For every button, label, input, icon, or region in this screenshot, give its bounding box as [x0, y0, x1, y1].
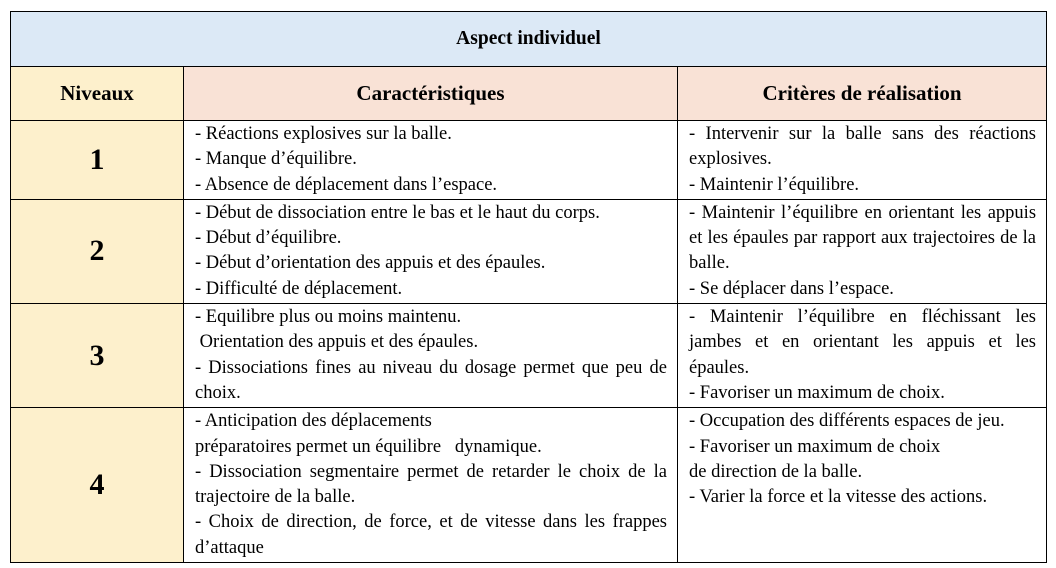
cell-line: - Favoriser un maximum de choix.: [689, 382, 945, 403]
cell-line: - Maintenir l’équilibre en orientant les appuis et les épaules par rapport aux trajectoires de la balle.: [689, 202, 1041, 274]
cell-line: de direction de la balle.: [689, 461, 863, 482]
cell-line: - Dissociation segmentaire permet de retarder le choix de la trajectoire de la balle.: [195, 461, 672, 508]
criteria-cell: [678, 199, 1047, 303]
table-header-row: [11, 67, 1047, 121]
cell-line: - Manque d’équilibre.: [195, 149, 357, 170]
table-row: [11, 304, 1047, 408]
cell-line: - Equilibre plus ou moins maintenu.: [195, 307, 462, 328]
level-cell: 4: [11, 408, 184, 563]
cell-line: - Favoriser un maximum de choix: [689, 436, 941, 457]
cell-line: - Début d’orientation des appuis et des épaules.: [195, 253, 546, 274]
level-cell: 3: [11, 304, 184, 408]
level-cell: 2: [11, 199, 184, 303]
cell-line: préparatoires permet un équilibre dynamique.: [195, 436, 542, 457]
table-title: Aspect individuel: [11, 12, 1047, 67]
criteria-cell: [678, 408, 1047, 563]
cell-line: - Absence de déplacement dans l’espace.: [195, 174, 498, 195]
criteria-cell: [678, 304, 1047, 408]
assessment-table: [10, 11, 1047, 563]
cell-line: - Difficulté de déplacement.: [195, 278, 403, 299]
column-header-levels: Niveaux: [11, 67, 184, 121]
document-page: [10, 11, 1046, 563]
characteristics-cell: [184, 304, 678, 408]
level-cell: 1: [11, 121, 184, 200]
cell-line: - Réactions explosives sur la balle.: [195, 124, 452, 144]
cell-line: - Varier la force et la vitesse des actions.: [689, 487, 988, 508]
cell-line: - Dissociations fines au niveau du dosage permet que peu de choix.: [195, 357, 672, 403]
cell-line: - Début de dissociation entre le bas et le haut du corps.: [195, 202, 600, 223]
cell-line: - Anticipation des déplacements: [195, 411, 432, 432]
cell-line: - Maintenir l’équilibre.: [689, 174, 860, 195]
table-row: [11, 199, 1047, 303]
characteristics-cell: [184, 121, 678, 200]
cell-line: - Se déplacer dans l’espace.: [689, 278, 894, 299]
characteristics-cell: [184, 408, 678, 563]
column-header-criteria: Critères de réalisation: [678, 67, 1047, 121]
characteristics-cell: [184, 199, 678, 303]
cell-line: - Intervenir sur la balle sans des réactions explosives.: [689, 124, 1041, 170]
table-row: [11, 121, 1047, 200]
cell-line: - Maintenir l’équilibre en fléchissant les jambes et en orientant les appuis et les épaules.: [689, 307, 1041, 378]
cell-line: - Occupation des différents espaces de jeu.: [689, 411, 1005, 432]
table-title-row: [11, 12, 1047, 67]
cell-line: - Choix de direction, de force, et de vitesse dans les frappes d’attaque: [195, 512, 672, 558]
cell-line: - Début d’équilibre.: [195, 228, 342, 249]
column-header-characteristics: Caractéristiques: [184, 67, 678, 121]
cell-line: Orientation des appuis et des épaules.: [195, 332, 479, 353]
table-row: [11, 408, 1047, 563]
criteria-cell: [678, 121, 1047, 200]
